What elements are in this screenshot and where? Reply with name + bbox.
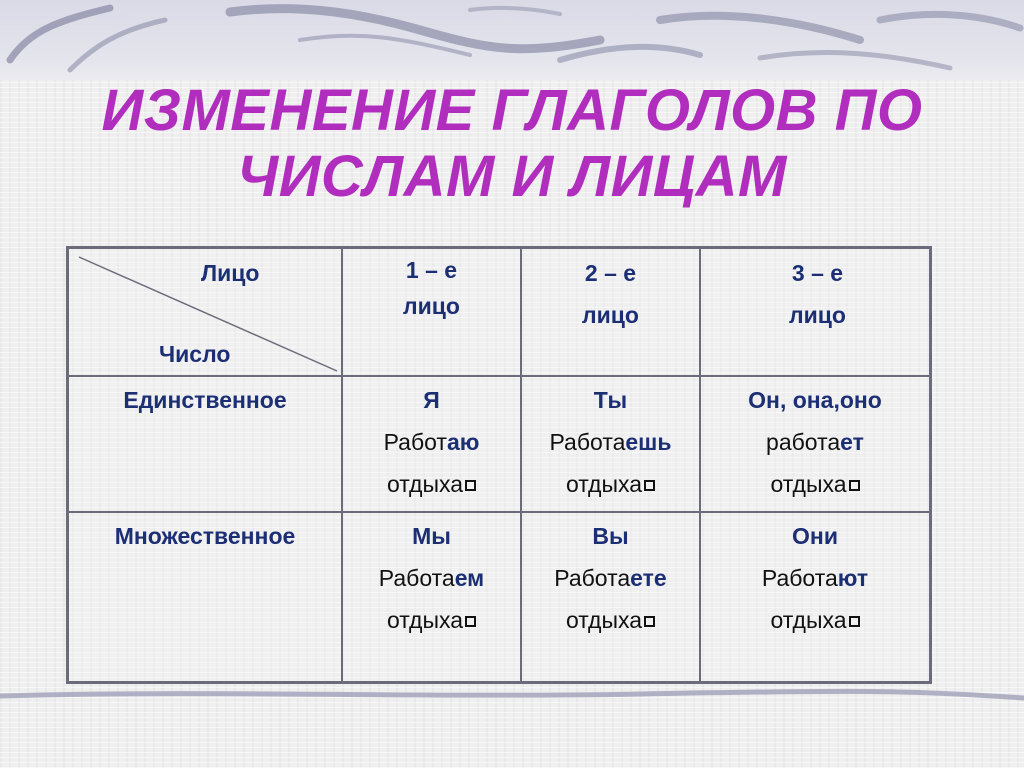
verb-rest: отдыха <box>701 463 929 505</box>
pronoun: Мы <box>412 523 451 549</box>
slide-title <box>0 78 1024 210</box>
verb-ending: ют <box>837 565 869 591</box>
brush-stroke-decoration <box>0 682 1024 712</box>
verb-rest: отдыха <box>522 463 699 505</box>
square-box-icon <box>465 616 476 627</box>
header-person-2-word: лицо <box>582 302 639 328</box>
top-decoration-band <box>0 0 1024 80</box>
square-box-icon <box>644 616 655 627</box>
verb-ending: аю <box>446 429 480 455</box>
row-label-singular: Единственное <box>123 387 287 413</box>
header-person-1-word: лицо <box>403 293 460 319</box>
header-person-2-number: 2 – е <box>584 260 637 286</box>
cell-plural-person-1 <box>343 515 520 641</box>
table-divider <box>69 511 929 513</box>
table-divider <box>69 375 929 377</box>
cell-singular-person-1 <box>343 379 520 505</box>
bottom-decoration-stroke <box>0 682 1024 712</box>
header-person-2 <box>522 252 699 336</box>
cell-singular-person-2 <box>522 379 699 505</box>
pronoun: Ты <box>593 387 628 413</box>
header-person-3-number: 3 – е <box>791 260 844 286</box>
header-person-1 <box>343 252 520 324</box>
corner-label-person: Лицо <box>201 260 260 286</box>
square-box-icon <box>644 480 655 491</box>
pronoun: Они <box>792 523 838 549</box>
verb-work: Работаем <box>378 565 485 591</box>
slide-title-line-1: ИЗМЕНЕНИЕ ГЛАГОЛОВ ПО <box>101 78 923 143</box>
square-box-icon <box>465 480 476 491</box>
header-person-1-number: 1 – е <box>405 257 458 283</box>
cell-plural-person-2 <box>522 515 699 641</box>
verb-rest: отдыха <box>343 463 520 505</box>
verb-ending: ете <box>630 565 667 591</box>
verb-work: работает <box>766 429 864 455</box>
brush-stroke-decoration <box>0 0 1024 80</box>
header-person-3 <box>729 252 906 336</box>
square-box-icon <box>849 480 860 491</box>
verb-work: Работаете <box>554 565 667 591</box>
corner-label-number: Число <box>159 341 231 367</box>
pronoun: Он, она,оно <box>748 387 882 413</box>
row-label-plural: Множественное <box>114 523 296 549</box>
cell-plural-person-3 <box>701 515 929 641</box>
verb-ending: ешь <box>625 429 672 455</box>
pronoun: Вы <box>592 523 629 549</box>
pronoun: Я <box>423 387 440 413</box>
verb-rest: отдыха <box>522 599 699 641</box>
slide-title-line-2: ЧИСЛАМ И ЛИЦАМ <box>237 144 787 209</box>
conjugation-table <box>66 246 932 684</box>
cell-singular-person-3 <box>701 379 929 505</box>
verb-rest: отдыха <box>701 599 929 641</box>
verb-rest: отдыха <box>343 599 520 641</box>
header-person-3-word: лицо <box>789 302 846 328</box>
verb-work: Работаешь <box>549 429 672 455</box>
verb-work: Работают <box>761 565 869 591</box>
verb-ending: ем <box>454 565 485 591</box>
verb-ending: ет <box>840 429 864 455</box>
verb-work: Работаю <box>383 429 480 455</box>
square-box-icon <box>849 616 860 627</box>
